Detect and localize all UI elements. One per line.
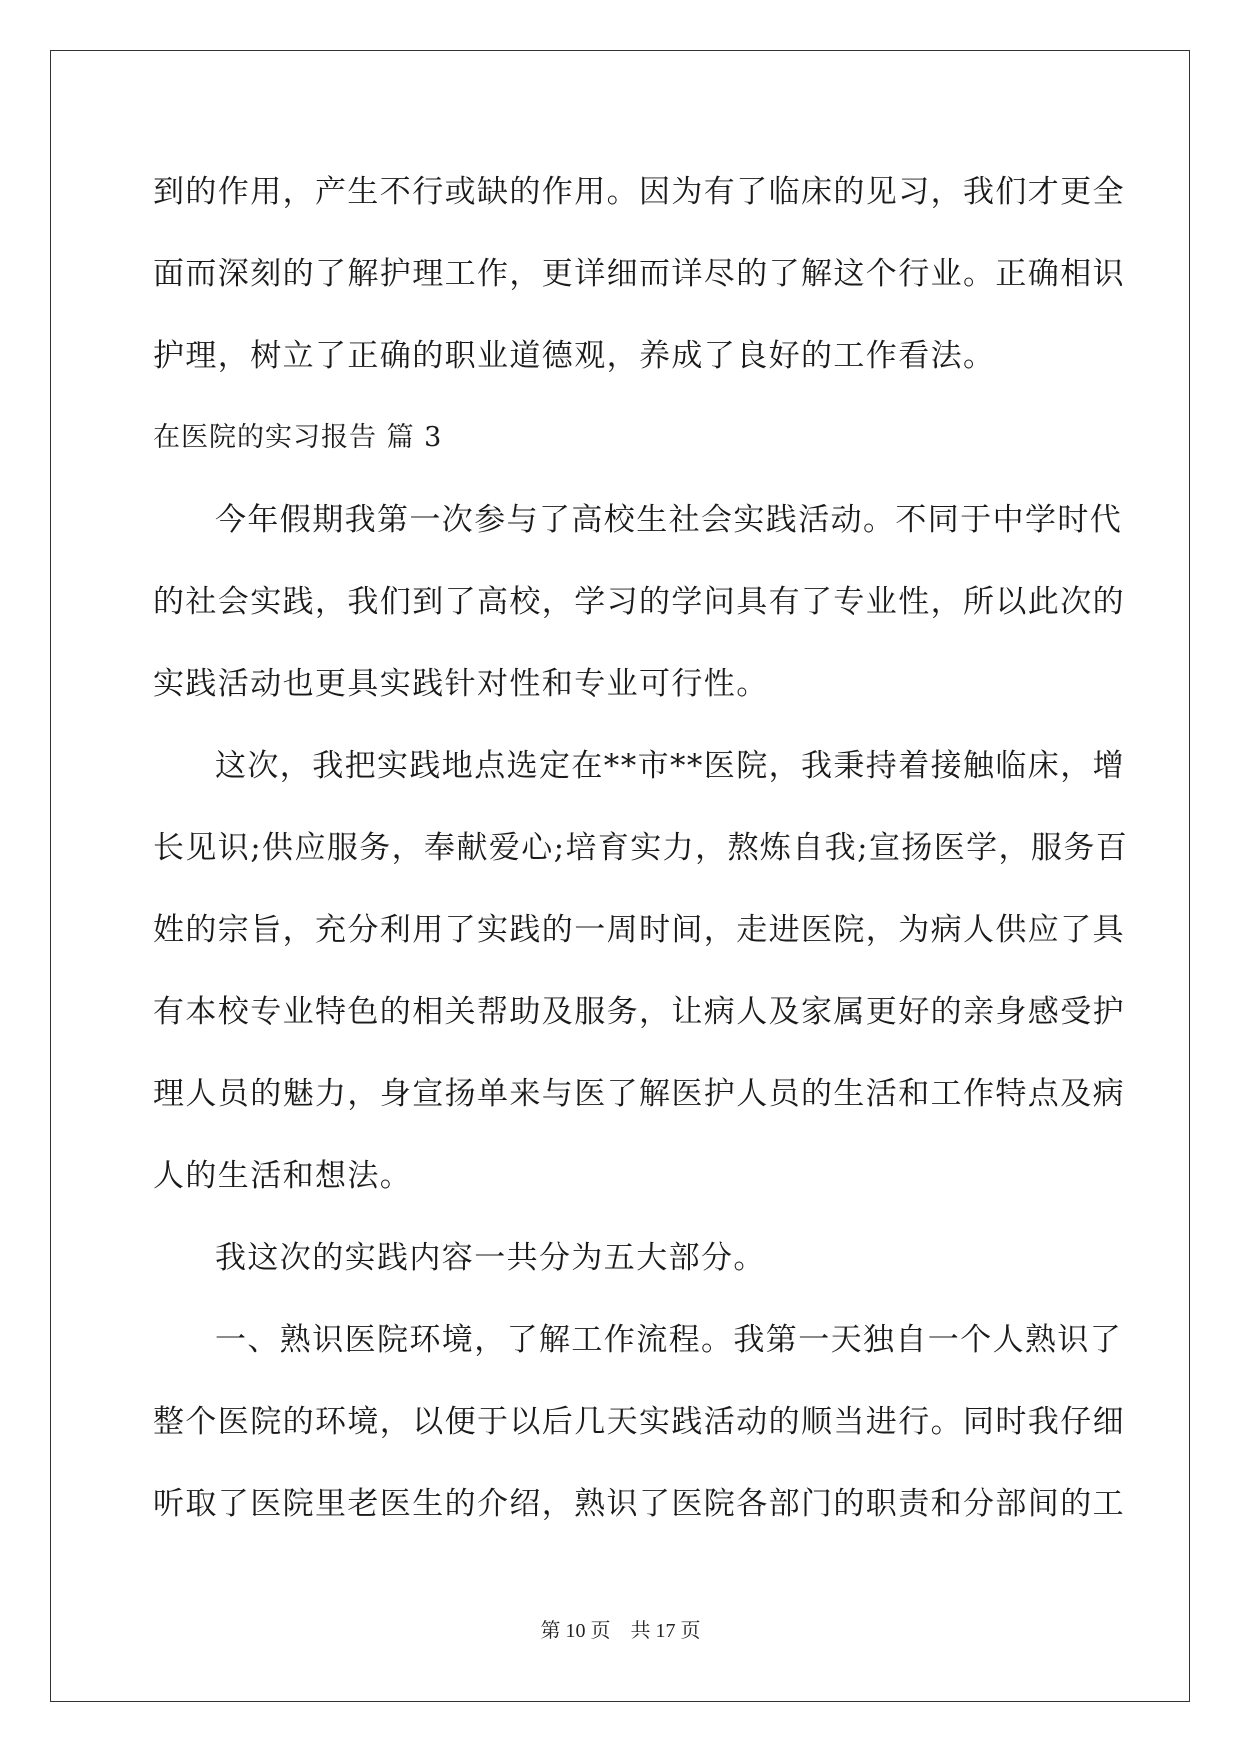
page-number: 第 10 页 xyxy=(540,1620,611,1642)
paragraph-line: 有本校专业特色的相关帮助及服务，让病人及家属更好的亲身感受护 xyxy=(153,994,1125,1030)
paragraph-line: 听取了医院里老医生的介绍，熟识了医院各部门的职责和分部间的工 xyxy=(153,1486,1125,1522)
paragraph-line: 面而深刻的了解护理工作，更详细而详尽的了解这个行业。正确相识 xyxy=(153,256,1125,292)
document-body xyxy=(153,162,1129,1556)
paragraph-line: 这次，我把实践地点选定在**市**医院，我秉持着接触临床，增 xyxy=(215,748,1125,784)
paragraph-line: 今年假期我第一次参与了高校生社会实践活动。不同于中学时代 xyxy=(215,502,1123,538)
paragraph-line: 整个医院的环境，以便于以后几天实践活动的顺当进行。同时我仔细 xyxy=(153,1404,1125,1440)
paragraph-line: 理人员的魅力，身宣扬单来与医了解医护人员的生活和工作特点及病 xyxy=(153,1076,1125,1112)
paragraph-line: 人的生活和想法。 xyxy=(153,1158,413,1194)
paragraph-line: 到的作用，产生不行或缺的作用。因为有了临床的见习，我们才更全 xyxy=(153,174,1125,210)
paragraph-line: 的社会实践，我们到了高校，学习的学问具有了专业性，所以此次的 xyxy=(153,584,1125,620)
page-footer xyxy=(0,1614,1241,1643)
section-heading: 在医院的实习报告 篇 3 xyxy=(153,422,443,453)
paragraph-line: 姓的宗旨，充分利用了实践的一周时间，走进医院，为病人供应了具 xyxy=(153,912,1125,948)
paragraph-line: 一、熟识医院环境，了解工作流程。我第一天独自一个人熟识了 xyxy=(215,1322,1123,1358)
paragraph-line: 我这次的实践内容一共分为五大部分。 xyxy=(215,1240,766,1276)
paragraph-line: 实践活动也更具实践针对性和专业可行性。 xyxy=(153,666,769,702)
paragraph-line: 长见识;供应服务，奉献爱心;培育实力，熬炼自我;宣扬医学，服务百 xyxy=(153,830,1129,866)
paragraph-line: 护理，树立了正确的职业道德观，养成了良好的工作看法。 xyxy=(153,338,996,374)
page-total: 共 17 页 xyxy=(630,1620,701,1642)
